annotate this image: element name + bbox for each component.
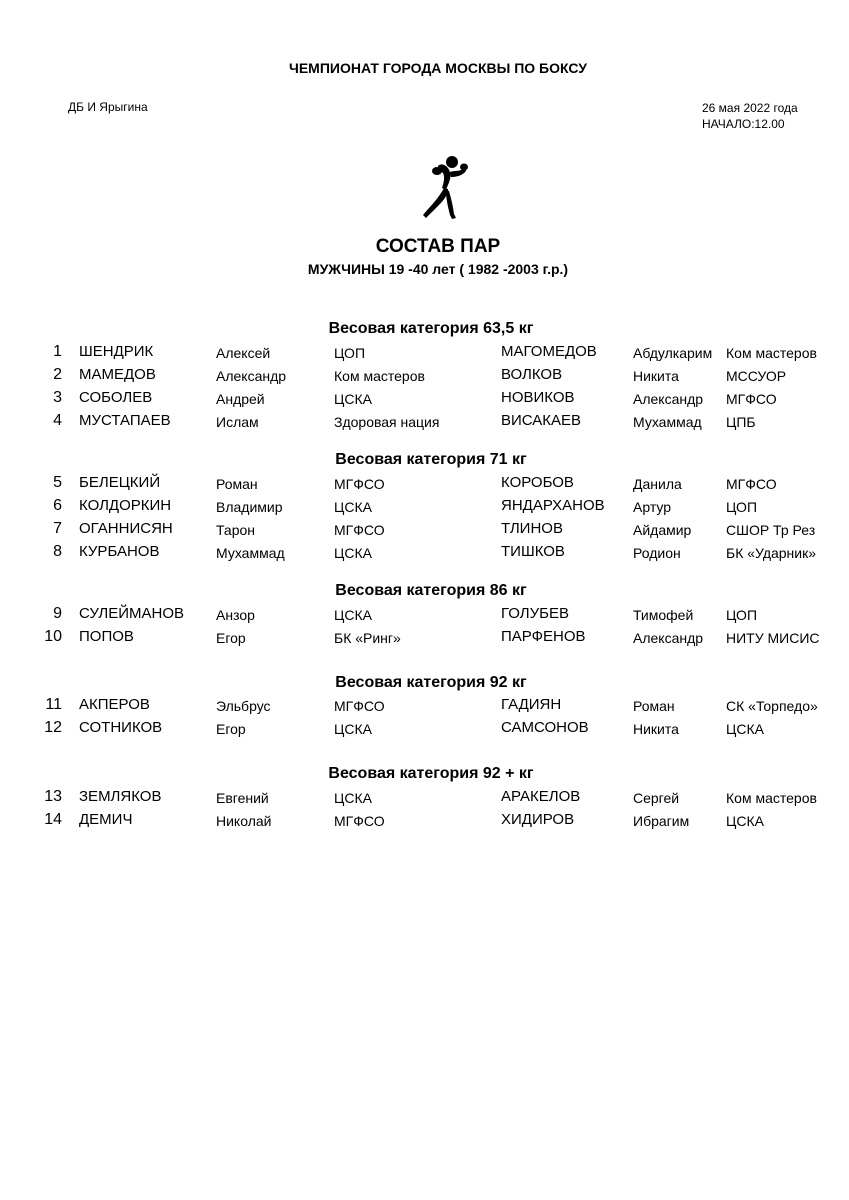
boxer1-name: Роман [216, 476, 258, 492]
boxer1-name: Алексей [216, 345, 271, 361]
category-title: Весовая категория 86 кг [335, 582, 527, 599]
boxer1-surname: СУЛЕЙМАНОВ [79, 605, 184, 622]
boxer1-name: Александр [216, 368, 287, 384]
pair-number: 11 [45, 696, 62, 713]
pair-number: 14 [44, 811, 62, 828]
boxer1-club: ЦСКА [334, 721, 372, 737]
boxer2-club: НИТУ МИСИС [726, 630, 820, 646]
boxer2-club: СШОР Тр Рез [726, 522, 816, 538]
boxer2-surname: ПАРФЕНОВ [501, 628, 586, 645]
boxer1-name: Тарон [216, 522, 256, 538]
boxer1-name: Мухаммад [216, 545, 285, 561]
boxer1-surname: ЗЕМЛЯКОВ [79, 788, 162, 805]
boxer2-surname: МАГОМЕДОВ [501, 343, 597, 360]
pair-row [0, 543, 849, 566]
pair-row [0, 497, 849, 520]
pair-row [0, 343, 849, 366]
pair-number: 12 [44, 719, 62, 736]
boxer1-name: Егор [216, 630, 246, 646]
boxer2-club: МССУОР [726, 368, 787, 384]
boxer2-name: Данила [633, 476, 682, 492]
boxer-pictogram-icon [420, 152, 468, 222]
date-block [702, 100, 798, 132]
pair-row [0, 474, 849, 497]
boxer2-club: МГФСО [726, 476, 777, 492]
boxer2-name: Тимофей [633, 607, 694, 623]
pair-number: 7 [53, 520, 62, 537]
boxer1-club: МГФСО [334, 813, 385, 829]
pair-row [0, 366, 849, 389]
boxer2-surname: ГАДИЯН [501, 696, 562, 713]
category-title: Весовая категория 92 кг [335, 674, 527, 691]
boxer1-name: Андрей [216, 391, 265, 407]
document-title: ЧЕМПИОНАТ ГОРОДА МОСКВЫ ПО БОКСУ [289, 60, 587, 76]
boxer1-club: ЦСКА [334, 391, 372, 407]
pair-number: 4 [53, 412, 62, 429]
boxer1-club: МГФСО [334, 476, 385, 492]
pair-row [0, 788, 849, 811]
boxer1-surname: МАМЕДОВ [79, 366, 156, 383]
boxer1-name: Ислам [216, 414, 259, 430]
pairs-title: СОСТАВ ПАР [375, 236, 501, 257]
boxer2-name: Айдамир [633, 522, 692, 538]
boxer2-club: ЦПБ [726, 414, 756, 430]
event-date: 26 мая 2022 года [702, 101, 798, 115]
pair-number: 13 [44, 788, 62, 805]
boxer1-surname: КУРБАНОВ [79, 543, 160, 560]
boxer1-name: Анзор [216, 607, 255, 623]
boxer2-surname: ВИСАКАЕВ [501, 412, 582, 429]
boxer2-name: Родион [633, 545, 681, 561]
pair-number: 10 [44, 628, 62, 645]
boxer1-surname: БЕЛЕЦКИЙ [79, 474, 161, 491]
boxer1-surname: ПОПОВ [79, 628, 134, 645]
pair-number: 3 [53, 389, 62, 406]
boxer1-club: МГФСО [334, 698, 385, 714]
boxer1-name: Николай [216, 813, 272, 829]
boxer1-club: МГФСО [334, 522, 385, 538]
boxer2-name: Мухаммад [633, 414, 702, 430]
boxer2-surname: ТИШКОВ [501, 543, 565, 560]
boxer1-club: Здоровая нация [334, 414, 440, 430]
boxer1-club: Ком мастеров [334, 368, 425, 384]
pair-number: 1 [53, 343, 62, 360]
boxer2-surname: ХИДИРОВ [501, 811, 575, 828]
boxer1-surname: МУСТАПАЕВ [79, 412, 171, 429]
pair-row [0, 719, 849, 742]
category-title: Весовая категория 71 кг [335, 451, 527, 468]
boxer2-club: ЦОП [726, 607, 758, 623]
boxer2-surname: НОВИКОВ [501, 389, 575, 406]
boxer2-surname: АРАКЕЛОВ [501, 788, 581, 805]
venue: ДБ И Ярыгина [68, 100, 148, 114]
boxer2-name: Артур [633, 499, 672, 515]
pair-row [0, 520, 849, 543]
pair-number: 8 [53, 543, 62, 560]
boxer1-name: Эльбрус [216, 698, 271, 714]
pair-number: 6 [53, 497, 62, 514]
boxer1-surname: АКПЕРОВ [79, 696, 150, 713]
boxer1-club: БК «Ринг» [334, 630, 401, 646]
boxer2-surname: САМСОНОВ [501, 719, 589, 736]
boxer2-surname: ГОЛУБЕВ [501, 605, 570, 622]
age-group-subtitle: МУЖЧИНЫ 19 -40 лет ( 1982 -2003 г.р.) [307, 261, 569, 277]
boxer1-club: ЦСКА [334, 790, 372, 806]
boxer1-name: Егор [216, 721, 246, 737]
boxer2-club: Ком мастеров [726, 790, 817, 806]
boxer2-club: ЦСКА [726, 721, 764, 737]
boxer2-name: Александр [633, 391, 704, 407]
pair-row [0, 389, 849, 412]
boxer2-club: Ком мастеров [726, 345, 817, 361]
start-time: НАЧАЛО:12.00 [702, 117, 785, 131]
boxer1-surname: КОЛДОРКИН [79, 497, 172, 514]
boxer1-club: ЦСКА [334, 499, 372, 515]
boxer2-club: БК «Ударник» [726, 545, 817, 561]
category-title: Весовая категория 92 + кг [328, 765, 534, 782]
pair-number: 2 [53, 366, 62, 383]
boxer2-club: СК «Торпедо» [726, 698, 818, 714]
boxer2-surname: ВОЛКОВ [501, 366, 563, 383]
boxer1-club: ЦСКА [334, 607, 372, 623]
category-title: Весовая категория 63,5 кг [328, 320, 534, 337]
boxer1-name: Евгений [216, 790, 269, 806]
pair-row [0, 696, 849, 719]
pair-row [0, 412, 849, 435]
boxer1-surname: СОТНИКОВ [79, 719, 163, 736]
boxer1-surname: ОГАННИСЯН [79, 520, 173, 537]
boxer1-club: ЦОП [334, 345, 366, 361]
boxer2-name: Александр [633, 630, 704, 646]
boxer2-club: ЦСКА [726, 813, 764, 829]
boxer2-club: ЦОП [726, 499, 758, 515]
boxer2-name: Абдулкарим [633, 345, 713, 361]
pair-number: 5 [53, 474, 62, 491]
boxer2-surname: ЯНДАРХАНОВ [501, 497, 605, 514]
boxer1-club: ЦСКА [334, 545, 372, 561]
pair-number: 9 [53, 605, 62, 622]
pair-row [0, 811, 849, 834]
boxer2-name: Ибрагим [633, 813, 690, 829]
pair-row [0, 628, 849, 651]
boxer2-name: Роман [633, 698, 675, 714]
boxer1-name: Владимир [216, 499, 283, 515]
boxer2-name: Никита [633, 721, 679, 737]
boxer2-name: Никита [633, 368, 679, 384]
boxer2-surname: КОРОБОВ [501, 474, 574, 491]
boxer1-surname: ШЕНДРИК [79, 343, 154, 360]
boxer1-surname: СОБОЛЕВ [79, 389, 153, 406]
boxer2-name: Сергей [633, 790, 680, 806]
pair-row [0, 605, 849, 628]
boxer1-surname: ДЕМИЧ [79, 811, 133, 828]
boxer2-club: МГФСО [726, 391, 777, 407]
boxer2-surname: ТЛИНОВ [501, 520, 563, 537]
